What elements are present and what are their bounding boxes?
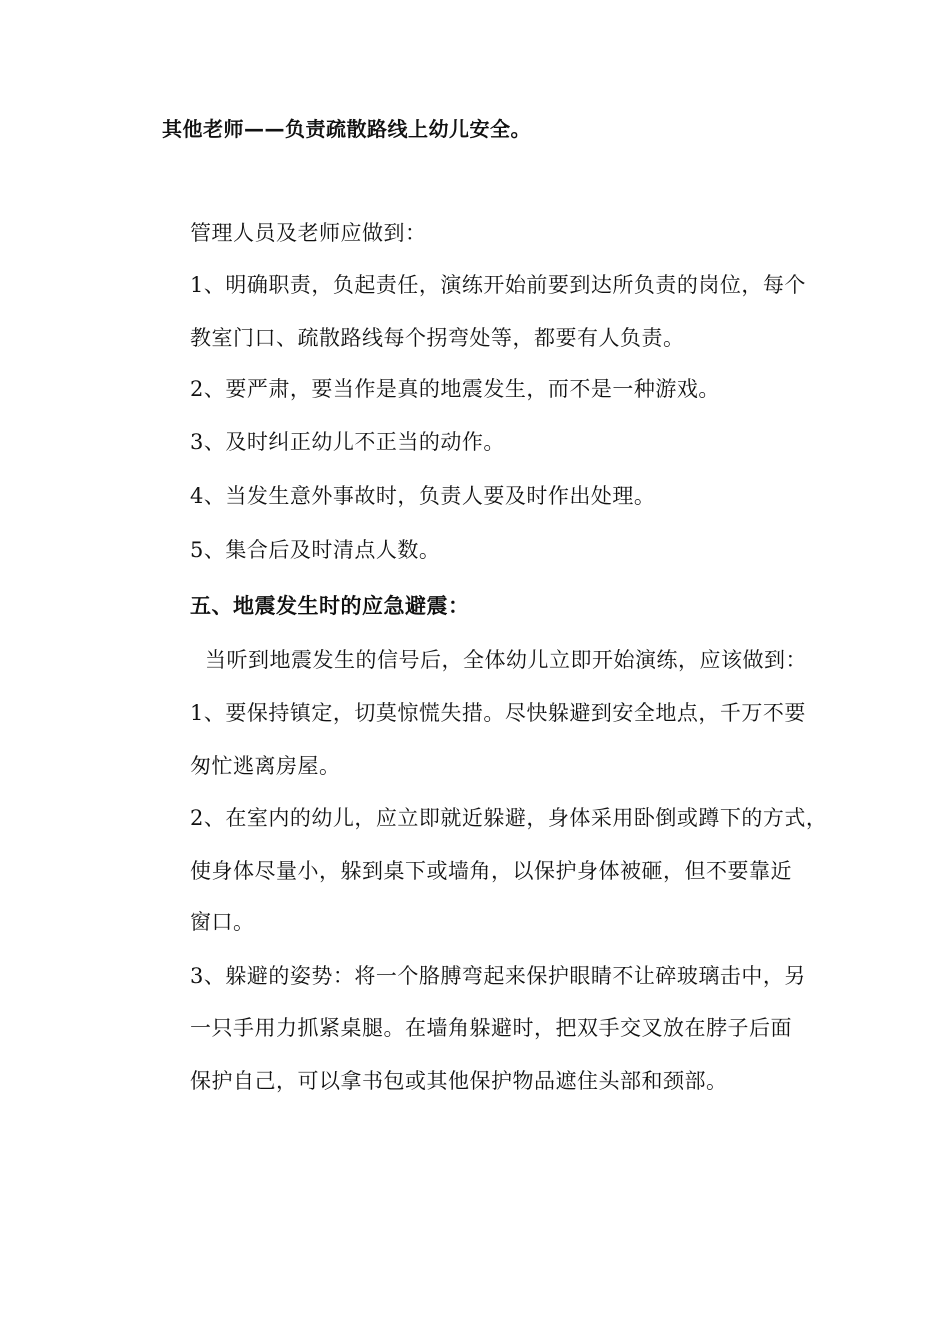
paragraph-line: 1、明确职责，负起责任，演练开始前要到达所负责的岗位，每个	[190, 273, 806, 297]
paragraph-line: 2、在室内的幼儿，应立即就近躲避，身体采用卧倒或蹲下的方式，	[190, 806, 828, 830]
paragraph-line: 一只手用力抓紧桌腿。在墙角躲避时，把双手交叉放在脖子后面	[190, 1016, 792, 1040]
paragraph-line: 1、要保持镇定，切莫惊慌失措。尽快躲避到安全地点，千万不要	[190, 701, 806, 725]
paragraph-line: 保护自己，可以拿书包或其他保护物品遮住头部和颈部。	[190, 1069, 728, 1093]
paragraph-line: 窗口。	[190, 910, 255, 934]
paragraph-line: 教室门口、疏散路线每个拐弯处等，都要有人负责。	[190, 326, 685, 350]
section-intro-line: 其他老师——负责疏散路线上幼儿安全。	[162, 117, 531, 141]
paragraph-line: 匆忙逃离房屋。	[190, 754, 341, 778]
paragraph-line: 管理人员及老师应做到：	[190, 221, 427, 245]
paragraph-line: 当听到地震发生的信号后，全体幼儿立即开始演练，应该做到：	[205, 648, 807, 672]
paragraph-line: 4、当发生意外事故时，负责人要及时作出处理。	[190, 484, 656, 508]
section-heading: 五、地震发生时的应急避震：	[190, 594, 470, 618]
paragraph-line: 2、要严肃，要当作是真的地震发生，而不是一种游戏。	[190, 377, 720, 401]
paragraph-line: 3、及时纠正幼儿不正当的动作。	[190, 430, 505, 454]
paragraph-line: 5、集合后及时清点人数。	[190, 538, 441, 562]
paragraph-line: 使身体尽量小，躲到桌下或墙角，以保护身体被砸，但不要靠近	[190, 859, 792, 883]
paragraph-line: 3、躲避的姿势：将一个胳膊弯起来保护眼睛不让碎玻璃击中，另	[190, 964, 806, 988]
